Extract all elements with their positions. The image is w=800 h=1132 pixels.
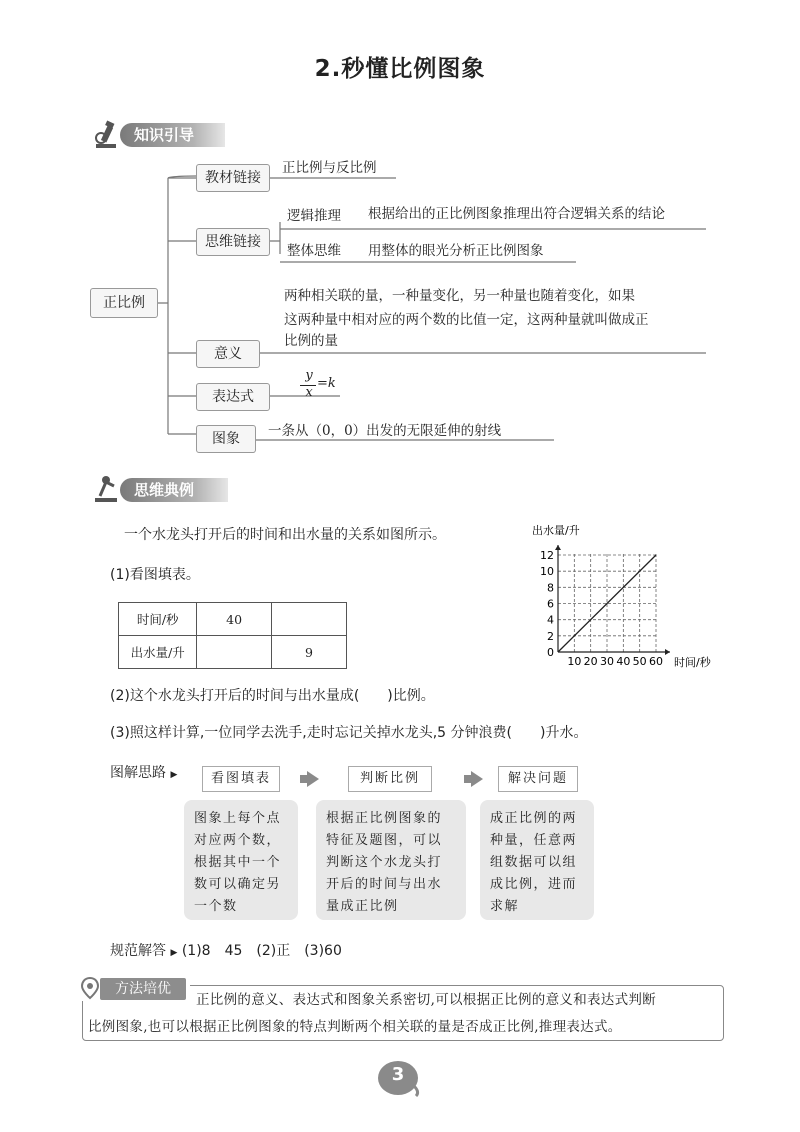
mind-map-lines — [0, 0, 800, 470]
answer-text: (1)8 45 (2)正 (3)60 — [181, 943, 342, 959]
triangle-right-icon: ▶ — [170, 948, 178, 958]
table-row — [119, 636, 347, 669]
formula-rhs: =k — [317, 376, 336, 391]
step-box-read — [184, 800, 298, 920]
table-cell[interactable] — [271, 603, 346, 636]
x-axis-label: 时间/秒 — [674, 656, 711, 669]
step-head-solve: 解决问题 — [498, 766, 578, 792]
section-header-example: 思维典例 — [120, 478, 228, 502]
section-header-knowledge: 知识引导 — [120, 123, 225, 147]
thinking-label — [110, 762, 177, 782]
y-tick-label: 8 — [547, 581, 554, 595]
step-line: 一个数 — [194, 899, 238, 914]
step-box-solve — [480, 800, 594, 920]
x-tick-label: 50 — [632, 655, 647, 668]
location-pin-icon — [80, 976, 100, 1000]
table-cell: 40 — [197, 603, 272, 636]
thinking-label-text: 图解思路 — [110, 765, 166, 781]
table-row-label: 时间/秒 — [119, 603, 197, 636]
table-row-label: 出水量/升 — [119, 636, 197, 669]
table-cell[interactable] — [197, 636, 272, 669]
step-line: 判断这个水龙头打 — [326, 855, 443, 870]
line-chart — [528, 520, 728, 670]
step-line: 图象上每个点 — [194, 811, 282, 826]
example-intro: 一个水龙头打开后的时间和出水量的关系如图所示。 — [124, 527, 446, 543]
fill-in-table — [118, 602, 347, 669]
table-cell: 9 — [271, 636, 346, 669]
meaning-line-2: 这两种量中相对应的两个数的比值一定，这两种量就叫做成正 — [284, 312, 649, 328]
y-tick-label: 6 — [547, 597, 554, 611]
y-tick-label: 2 — [547, 629, 554, 643]
step-line: 数可以确定另 — [194, 877, 282, 892]
question-2: (2)这个水龙头打开后的时间与出水量成( )比例。 — [110, 688, 435, 704]
meaning-line-1: 两种相关联的量，一种量变化，另一种量也随着变化，如果 — [284, 288, 635, 304]
meaning-line-3: 比例的量 — [284, 333, 338, 349]
textbook-link-text: 正比例与反比例 — [282, 160, 377, 176]
formula-denominator: x — [305, 385, 313, 400]
step-line: 成正比例的两 — [490, 811, 578, 826]
question-3: (3)照这样计算,一位同学去洗手,走时忘记关掉水龙头,5 分钟浪费( )升水。 — [110, 725, 588, 741]
page-title: 2.秒懂比例图象 — [314, 56, 486, 82]
step-line: 成比例，进而 — [490, 877, 578, 892]
lamp-icon — [92, 474, 120, 504]
step-head-read: 看图填表 — [202, 766, 280, 792]
x-axis-arrow — [665, 649, 670, 655]
node-graph: 图象 — [196, 425, 256, 453]
step-box-judge — [316, 800, 466, 920]
y-axis-label: 出水量/升 — [532, 524, 580, 537]
node-expression: 表达式 — [196, 383, 270, 411]
step-line: 求解 — [490, 899, 520, 914]
y-tick-label: 10 — [540, 565, 554, 579]
mind-map-root: 正比例 — [90, 288, 158, 318]
logic-reasoning-text: 根据给出的正比例图象推理出符合逻辑关系的结论 — [368, 206, 665, 222]
triangle-right-icon: ▶ — [170, 770, 178, 780]
table-row — [119, 603, 347, 636]
x-tick-label: 10 — [567, 655, 582, 668]
step-line: 开后的时间与出水 — [326, 877, 443, 892]
page-number: 3 — [391, 1064, 405, 1085]
y-axis-arrow — [555, 545, 561, 550]
y-tick-label: 0 — [547, 646, 554, 659]
node-thinking-link: 思维链接 — [196, 228, 270, 256]
holistic-thinking-label: 整体思维 — [287, 243, 341, 259]
node-textbook-link: 教材链接 — [196, 164, 270, 192]
answer-label: 规范解答 — [110, 943, 166, 959]
method-line-2: 比例图象,也可以根据正比例图象的特点判断两个相关联的量是否成正比例,推理表达式。 — [88, 1019, 622, 1035]
y-tick-label: 4 — [547, 613, 554, 627]
x-tick-label: 60 — [649, 655, 663, 668]
logic-reasoning-label: 逻辑推理 — [287, 208, 341, 224]
step-line: 根据正比例图象的 — [326, 811, 443, 826]
formula-numerator: y — [305, 368, 313, 383]
y-tick-label: 12 — [540, 549, 554, 562]
x-tick-label: 40 — [616, 655, 631, 668]
step-head-judge: 判断比例 — [348, 766, 432, 792]
step-line: 对应两个数， — [194, 833, 282, 848]
graph-text: 一条从（0，0）出发的无限延伸的射线 — [268, 423, 502, 439]
holistic-thinking-text: 用整体的眼光分析正比例图象 — [368, 243, 544, 259]
x-tick-label: 30 — [600, 655, 614, 668]
question-1: (1)看图填表。 — [110, 567, 200, 583]
step-line: 根据其中一个 — [194, 855, 282, 870]
method-label: 方法培优 — [100, 978, 186, 1000]
node-meaning: 意义 — [196, 340, 260, 368]
step-line: 组数据可以组 — [490, 855, 578, 870]
x-tick-label: 20 — [583, 655, 598, 668]
method-line-1: 正比例的意义、表达式和图象关系密切,可以根据正比例的意义和表达式判断 — [196, 992, 656, 1008]
step-line: 量成正比例 — [326, 899, 399, 914]
step-line: 种量，任意两 — [490, 833, 578, 848]
answer-line — [110, 940, 342, 960]
step-line: 特征及题图，可以 — [326, 833, 443, 848]
